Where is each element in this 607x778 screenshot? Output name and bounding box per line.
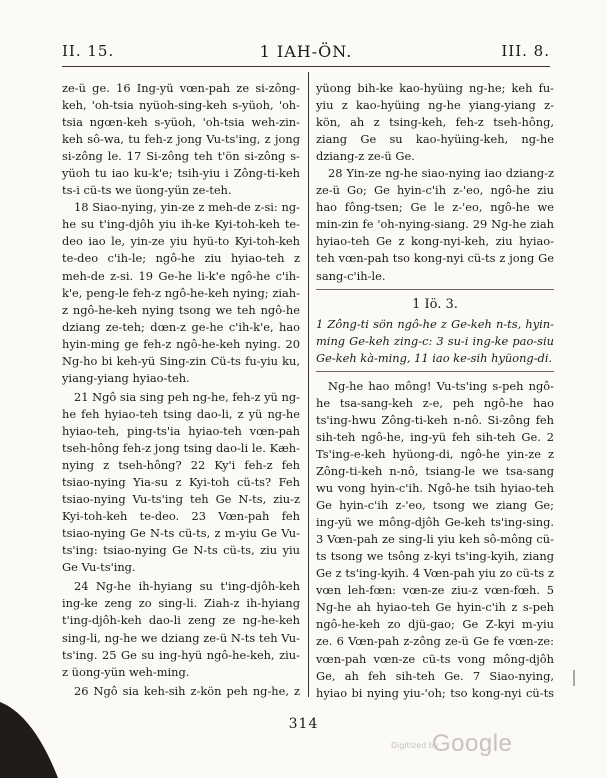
header-rule	[62, 66, 550, 67]
chapter-heading: 1 Iö. 3.	[412, 296, 458, 312]
left-paragraph: ze-ü ge. 16 Ing-yü vœn-pah ze si-zông-keh, 'oh-tsia nyüoh-sing-keh s-yüoh, 'oh-tsia ngœn-keh s-yüoh, 'oh-tsia weh-zin-keh sô-wa, tu feh-z jong Vu-ts'ing, z jong si-zông le. 17 Si-zông teh t'ön si-zông s-yüoh tu iao ku-k'e; tsih-yiu i Zông-ti-keh ts-i cü-ts we üong-yün ze-teh.	[62, 81, 300, 198]
right-paragraph: 28 Yin-ze ng-he siao-nying iao dziang-z ze-ü Go; Ge hyin-c'ih z-'eo, ngô-he ziu hao fông-tsen; Ge le z-'eo, ngô-he we min-zin fe 'oh-nying-siang. 29 Ng-he ziah hyiao-teh Ge z kong-nyi-keh, ziu hyiao-teh vœn-pah tso kong-nyi cü-ts z jong Ge sang-c'ih-le.	[316, 166, 554, 283]
running-head	[62, 42, 550, 64]
digitized-watermark	[391, 732, 541, 762]
column-divider	[308, 72, 309, 697]
google-logo: Google	[432, 730, 513, 757]
right-paragraph: yüong bih-ke kao-hyüing ng-he; keh fu-yiu z kao-hyüing ng-he yiang-yiang z-kön, ah z tsing-keh, feh-z tseh-hông, ziang Ge su kao-hyüing-keh, ng-he dziang-z ze-ü Ge.	[316, 81, 554, 164]
left-column	[62, 80, 300, 700]
left-paragraph: 18 Siao-nying, yin-ze z meh-de z-si: ng-he su t'ing-djôh yiu ih-ke Kyi-toh-keh te-deo iao le, yin-ze yiu hyü-to Kyi-toh-keh te-deo c'ih-le; ngô-he ziu hyiao-teh z meh-de z-si. 19 Ge-he li-k'e ngô-he c'ih-k'e, peng-le feh-z ngô-he-keh nying; ziah-z ngô-he-keh nying tsong we teh ngô-he dziang ze-teh; dœn-z ge-he c'ih-k'e, hao hyin-ming ge feh-z ngô-he-keh nying. 20 Ng-ho bi keh-yü Sing-zin Cü-ts fu-yiu ku, yiang-yiang hyiao-teh.	[62, 200, 300, 385]
left-paragraph: 24 Ng-he ih-hyiang su t'ing-djôh-keh ing-ke zeng zo sing-li. Ziah-z ih-hyiang t'ing-djôh-keh dao-li zeng ze ng-he-keh sing-li, ng-he we dziang ze-ü N-ts teh Vu-ts'ing. 25 Ge su ing-hyü ngô-he-keh, ziu-z üong-yün weh-ming.	[62, 579, 300, 679]
running-head-book-title: 1 IAH-ÖN.	[259, 42, 353, 61]
margin-mark-icon	[568, 668, 580, 688]
running-head-chapter-right: III. 8.	[501, 42, 550, 60]
right-column	[316, 80, 554, 700]
left-paragraph: 21 Ngô sia sing peh ng-he, feh-z yü ng-he feh hyiao-teh tsing dao-li, z yü ng-he hyiao-teh, ping-ts'ia hyiao-teh vœn-pah tseh-hông feh-z jong tsing dao-li le. Kæh-nying z tseh-hông? 22 Ky'i feh-z feh tsiao-nying Yia-su z Kyi-toh cü-ts? Feh tsiao-nying Vu-ts'ing teh Ge N-ts, ziu-z Kyi-toh-keh te-deo. 23 Vœn-pah feh tsiao-nying Ge N-ts cü-ts, z m-yiu Ge Vu-ts'ing: tsiao-nying Ge N-ts cü-ts, ziu yiu Ge Vu-ts'ing.	[62, 389, 300, 575]
chapter-rule	[316, 289, 554, 290]
running-head-chapter-left: II. 15.	[62, 42, 115, 60]
left-paragraph: 26 Ngô sia keh-sih z-kön peh ng-he, z	[74, 683, 300, 698]
watermark-prefix: Digitized by	[391, 741, 439, 750]
summary-rule	[316, 371, 554, 372]
chapter-summary: 1 Zông-ti sön ngô-he z Ge-keh n-ts, hyin-ming Ge-keh zing-c: 3 su-i ing-ke pao-siu Ge-keh kà-ming, 11 iao ke-sih hyüong-di.	[316, 316, 554, 365]
page-corner-shadow	[0, 702, 62, 778]
right-paragraph: Ng-he hao mông! Vu-ts'ing s-peh ngô-he tsa-sang-keh z-e, peh ngô-he hao ts'ing-hwu Zông-ti-keh n-nô. Si-zông feh sih-teh ngô-he, ing-yü feh sih-teh Ge. 2 Ts'ing-e-keh hyüong-di, ngô-he yin-ze z Zông-ti-keh n-nô, tsiang-le we tsa-sang wu vong hyin-c'ih. Ngô-he tsih hyiao-teh Ge hyin-c'ih z-'eo, tsong we ziang Ge; ing-yü we mông-djôh Ge-keh ts'ing-sing. 3 Vœn-pah ze sing-li yiu keh sô-mông cü-ts tsong we tsông z-kyi ts'ing-kyih, ziang Ge z ts'ing-kyih. 4 Vœn-pah yiu zo cü-ts z vœn leh-fœn: vœn-ze ziu-z vœn-fœh. 5 Ng-he ah hyiao-teh Ge hyin-c'ih z s-peh ngô-he-keh zo djü-gao; Ge Z-kyi m-yiu ze. 6 Vœn-pah z-zông ze-ü Ge fe vœn-ze: vœn-pah vœn-ze cü-ts vong mông-djôh Ge, ah feh sih-teh Ge. 7 Siao-nying, hyiao bi nying yiu-'oh; tso kong-nyi cü-ts	[316, 378, 554, 700]
page-number: 314	[288, 716, 319, 732]
